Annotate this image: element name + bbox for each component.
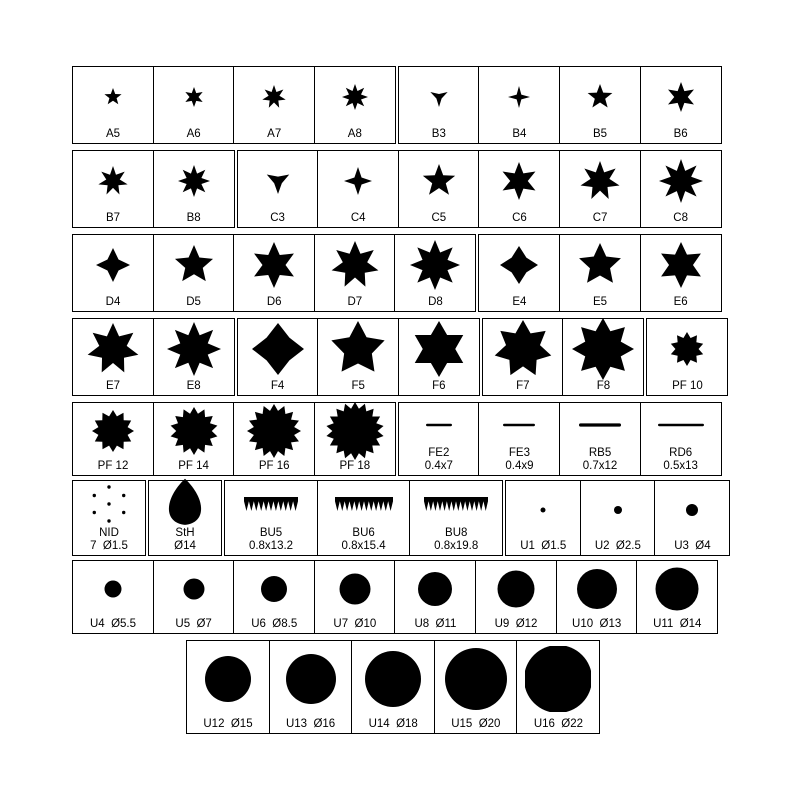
shape-cell[interactable]: [559, 66, 641, 144]
shape-glyph: [73, 235, 153, 296]
shape-label: D7: [347, 295, 363, 308]
shape-cell[interactable]: [559, 234, 641, 312]
shape-row: [72, 234, 722, 312]
shape-glyph: [647, 319, 727, 380]
shape-cell[interactable]: [314, 402, 396, 476]
shape-glyph: [73, 403, 153, 460]
shape-label: D6: [266, 295, 282, 308]
shape-glyph: [225, 481, 317, 527]
shape-glyph: [234, 403, 314, 460]
shape-label: PF 10: [672, 379, 703, 392]
shape-row: [72, 560, 718, 634]
shape-row: [72, 480, 730, 556]
shape-cell[interactable]: [186, 640, 270, 734]
shape-glyph: [73, 67, 153, 128]
shape-cell[interactable]: [317, 150, 399, 228]
shape-glyph: [315, 67, 395, 128]
shape-cell[interactable]: [153, 66, 235, 144]
shape-glyph: [73, 561, 153, 618]
shape-cell[interactable]: [72, 560, 154, 634]
shape-label: B7: [105, 211, 121, 224]
shape-label: BU8 0.8x19.8: [434, 527, 479, 552]
shape-cell[interactable]: [394, 560, 476, 634]
shape-label: PF 16: [258, 459, 290, 472]
shape-glyph: [318, 319, 398, 380]
shape-label: A5: [105, 127, 121, 140]
shape-label: FE3 0.4x9: [505, 447, 534, 472]
shape-label-dimension: 0.5x13: [663, 459, 698, 472]
shape-cell[interactable]: [72, 480, 146, 556]
shape-cell[interactable]: [233, 560, 315, 634]
shape-group: [398, 402, 722, 476]
shape-label: FE2 0.4x7: [424, 447, 453, 472]
shape-glyph: [641, 403, 721, 447]
shape-glyph: [637, 561, 717, 618]
shape-label: A6: [186, 127, 201, 140]
shape-glyph: [154, 151, 234, 212]
shape-label: C7: [592, 211, 608, 224]
shape-label: F6: [432, 379, 446, 392]
shape-cell[interactable]: [153, 234, 235, 312]
shape-group: [237, 150, 722, 228]
shape-glyph: [557, 561, 637, 618]
shape-row: [72, 318, 728, 396]
shape-glyph: [560, 67, 640, 128]
shape-label: PF 12: [97, 459, 129, 472]
shape-group: [72, 480, 146, 556]
shape-cell[interactable]: [233, 66, 315, 144]
shape-group: [482, 318, 645, 396]
shape-glyph: [234, 561, 314, 618]
shape-glyph: [154, 235, 234, 296]
shape-label: B4: [512, 127, 527, 140]
shape-group: [224, 480, 503, 556]
shape-cell[interactable]: [394, 234, 476, 312]
shape-cell[interactable]: [434, 640, 518, 734]
shape-group: [72, 402, 396, 476]
shape-group: [72, 560, 718, 634]
shape-label: U6 Ø8.5: [251, 617, 298, 630]
shape-label: C4: [350, 211, 366, 224]
shape-glyph: [234, 235, 314, 296]
shape-label: E4: [512, 295, 527, 308]
shape-row: [72, 402, 722, 476]
shape-cell[interactable]: [314, 234, 396, 312]
shape-glyph: [73, 319, 153, 380]
shape-glyph: [506, 481, 580, 540]
shape-cell[interactable]: [478, 234, 560, 312]
shape-label: B6: [673, 127, 688, 140]
shape-glyph: [238, 319, 318, 380]
shape-glyph: [479, 67, 559, 128]
shape-cell[interactable]: [72, 66, 154, 144]
shape-glyph: [483, 319, 563, 380]
shape-cell[interactable]: [409, 480, 503, 556]
shape-label: U9 Ø12: [494, 617, 538, 630]
shape-cell[interactable]: [314, 66, 396, 144]
shape-glyph: [517, 641, 599, 718]
shape-label: C8: [673, 211, 688, 224]
shape-label-dimension: 0.7x12: [582, 459, 618, 472]
shape-group: [398, 66, 722, 144]
shape-cell[interactable]: [398, 402, 480, 476]
shape-cell[interactable]: [478, 66, 560, 144]
shape-cell[interactable]: [153, 560, 235, 634]
shape-label: A8: [347, 127, 362, 140]
shape-cell[interactable]: [72, 234, 154, 312]
shape-glyph: [154, 403, 234, 460]
shape-row: [186, 640, 600, 734]
shape-glyph: [154, 67, 234, 128]
shape-label: E8: [186, 379, 201, 392]
shape-glyph: [479, 151, 559, 212]
shape-cell[interactable]: [636, 560, 718, 634]
shape-cell[interactable]: [640, 150, 722, 228]
shape-cell[interactable]: [475, 560, 557, 634]
shape-group: [72, 66, 396, 144]
shape-cell[interactable]: [559, 402, 641, 476]
shape-glyph: [641, 67, 721, 128]
shape-label: NID 7 Ø1.5: [90, 527, 128, 552]
shape-cell[interactable]: [224, 480, 318, 556]
shape-group: [72, 318, 235, 396]
shape-glyph: [315, 235, 395, 296]
shape-cell[interactable]: [351, 640, 435, 734]
shape-glyph: [154, 561, 234, 618]
shape-label: U7 Ø10: [333, 617, 377, 630]
shape-cell[interactable]: [72, 150, 154, 228]
shape-label: B3: [431, 127, 446, 140]
shape-cell[interactable]: [559, 150, 641, 228]
shape-cell[interactable]: [398, 150, 480, 228]
shape-label: BU5 0.8x13.2: [248, 527, 294, 552]
shape-glyph: [641, 235, 721, 296]
shape-group: [148, 480, 222, 556]
shape-glyph: [655, 481, 729, 540]
shape-glyph: [234, 67, 314, 128]
shape-label-dimension: 0.8x19.8: [434, 539, 479, 552]
shape-label-dimension: 0.4x7: [424, 459, 453, 472]
shape-label: F5: [351, 379, 365, 392]
shape-cell[interactable]: [153, 402, 235, 476]
shape-glyph: [479, 235, 559, 296]
shape-glyph: [187, 641, 269, 718]
shape-glyph: [399, 151, 479, 212]
shape-row: [72, 150, 722, 228]
shape-group: [72, 234, 476, 312]
shape-label: U14 Ø18: [368, 717, 418, 730]
shape-cell[interactable]: [640, 402, 722, 476]
shape-label: D8: [428, 295, 443, 308]
shape-label: U15 Ø20: [451, 717, 501, 730]
shape-cell[interactable]: [398, 66, 480, 144]
shape-label-dimension: Ø14: [174, 539, 196, 552]
shape-glyph: [73, 151, 153, 212]
shape-cell[interactable]: [478, 402, 560, 476]
shape-glyph: [435, 641, 517, 718]
shape-group: [646, 318, 728, 396]
shape-glyph: [395, 235, 475, 296]
shape-label: E6: [673, 295, 688, 308]
shape-label: U10 Ø13: [572, 617, 622, 630]
shape-cell[interactable]: [478, 150, 560, 228]
shape-label: U3 Ø4: [674, 539, 711, 552]
shape-label: D5: [186, 295, 201, 308]
shape-row: [72, 66, 722, 144]
shape-glyph: [479, 403, 559, 447]
shape-label: C6: [512, 211, 527, 224]
shape-cell[interactable]: [640, 234, 722, 312]
shape-cell[interactable]: [233, 402, 315, 476]
shape-glyph: [154, 319, 234, 380]
shape-cell[interactable]: [398, 318, 480, 396]
shape-label: U2 Ø2.5: [594, 539, 641, 552]
shape-label: U13 Ø16: [285, 717, 336, 730]
shape-label: RB5 0.7x12: [582, 447, 618, 472]
shape-cell[interactable]: [153, 150, 235, 228]
shape-label: U16 Ø22: [533, 717, 584, 730]
shape-label: A7: [267, 127, 282, 140]
shape-cell[interactable]: [482, 318, 564, 396]
shape-glyph: [560, 151, 640, 212]
shape-glyph: [318, 481, 410, 527]
shape-label-dimension: 0.4x9: [505, 459, 534, 472]
shape-cell[interactable]: [556, 560, 638, 634]
shape-glyph: [476, 561, 556, 618]
shape-label: E5: [593, 295, 608, 308]
shape-cell[interactable]: [72, 318, 154, 396]
shape-glyph: [410, 481, 502, 527]
shape-cell[interactable]: [505, 480, 581, 556]
shape-glyph: [395, 561, 475, 618]
shape-glyph: [560, 235, 640, 296]
shape-label: PF 14: [178, 459, 209, 472]
shape-cell[interactable]: [580, 480, 656, 556]
shape-cell[interactable]: [153, 318, 235, 396]
shape-label: C5: [431, 211, 447, 224]
shape-group: [505, 480, 730, 556]
shape-glyph: [352, 641, 434, 718]
shape-cell[interactable]: [516, 640, 600, 734]
shape-label: B5: [593, 127, 608, 140]
shape-label: BU6 0.8x15.4: [341, 527, 386, 552]
shape-glyph: [318, 151, 398, 212]
shape-label: E7: [105, 379, 121, 392]
shape-label-dimension: 0.8x13.2: [248, 539, 294, 552]
shape-group: [72, 150, 235, 228]
shape-cell[interactable]: [640, 66, 722, 144]
shape-glyph: [641, 151, 721, 212]
shape-cell[interactable]: [317, 318, 399, 396]
shape-group: [478, 234, 721, 312]
shape-glyph: [563, 319, 643, 380]
shape-cell[interactable]: [314, 560, 396, 634]
shape-label: U4 Ø5.5: [89, 617, 137, 630]
shape-glyph: [270, 641, 352, 718]
shape-label: C3: [270, 211, 285, 224]
shape-glyph: [399, 319, 479, 380]
shape-group: [237, 318, 480, 396]
shape-cell[interactable]: [237, 150, 319, 228]
shape-cell[interactable]: [562, 318, 644, 396]
shape-glyph: [315, 561, 395, 618]
shape-cell[interactable]: [72, 402, 154, 476]
shape-glyph: [238, 151, 318, 212]
shape-label: B8: [186, 211, 201, 224]
shape-glyph: [560, 403, 640, 447]
shape-cell[interactable]: [317, 480, 411, 556]
shape-label: U11 Ø14: [653, 617, 702, 630]
shape-label: D4: [105, 295, 121, 308]
shape-glyph: [581, 481, 655, 540]
shape-label: U12 Ø15: [203, 717, 253, 730]
shape-label: U1 Ø1.5: [520, 539, 567, 552]
shape-label-dimension: 7 Ø1.5: [90, 539, 128, 552]
shape-label: F7: [516, 379, 530, 392]
shape-group: [186, 640, 600, 734]
shape-label: PF 18: [339, 459, 371, 472]
shape-cell[interactable]: [269, 640, 353, 734]
shape-cell[interactable]: [654, 480, 730, 556]
shape-glyph: [315, 403, 395, 460]
shape-cell[interactable]: [646, 318, 728, 396]
shape-label: RD6 0.5x13: [663, 447, 698, 472]
shape-cell[interactable]: [233, 234, 315, 312]
shape-cell[interactable]: [237, 318, 319, 396]
shape-glyph: [399, 67, 479, 128]
shape-glyph: [73, 481, 145, 527]
shape-label-dimension: 0.8x15.4: [341, 539, 386, 552]
shape-label: F8: [596, 379, 611, 392]
shape-label: U5 Ø7: [175, 617, 212, 630]
shape-label: U8 Ø11: [414, 617, 457, 630]
shape-cell[interactable]: [148, 480, 222, 556]
shape-glyph: [399, 403, 479, 447]
shape-label: F4: [270, 379, 285, 392]
shape-glyph: [149, 481, 221, 527]
shape-label: StH Ø14: [174, 527, 196, 552]
